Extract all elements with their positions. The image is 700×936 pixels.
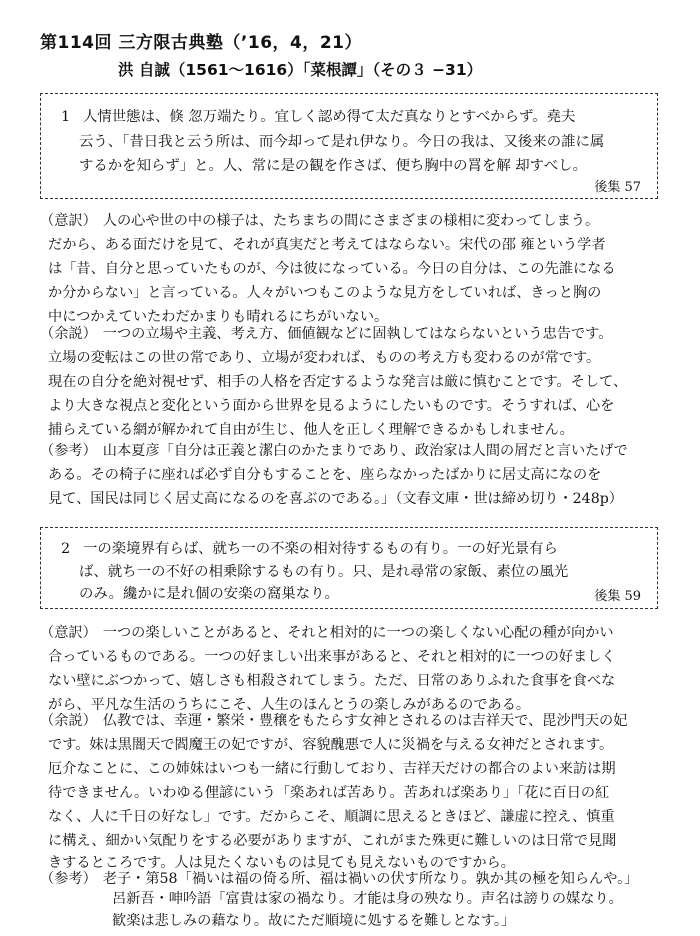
translation-2-line: 合っているものである。一つの好ましい出来事があると、それと相対的に一つの好ましく — [48, 649, 616, 665]
commentary-2-line: に構え、細かい気配りをする必要がありますが、これがまた殊更に難しいのは日常で見聞 — [48, 833, 617, 849]
commentary-1-text: 一つの立場や主義、考え方、価値観などに固執してはならないという忠告です。 — [102, 326, 613, 342]
translation-2-label: （意訳） — [40, 625, 97, 641]
translation-1-text: 人の心や世の中の様子は、たちまちの間にさまざまの様相に変わってしまう。 — [102, 213, 600, 229]
quote-1-line: 云う、「昔日我と云う所は、而今却って是れ伊なり。今日の我は、又後来の誰に属 — [79, 134, 605, 150]
translation-2-line — [40, 624, 614, 642]
reference-2-line: 呂新吾・呻吟語「富貴は家の禍なり。才能は身の殃なり。声名は謗りの媒なり。 — [112, 891, 623, 907]
reference-2-text: 老子・第58「禍いは福の倚る所、福は禍いの伏す所なり。孰か其の極を知らんや。」 — [102, 871, 639, 887]
translation-1-line: 中につかえていたわだかまりも晴れるにちがいない。 — [48, 309, 389, 325]
commentary-2-text: 仏教では、幸運・繁栄・豊穣をもたらす女神とされるのは吉祥天で、毘沙門天の妃 — [102, 713, 628, 729]
commentary-2-line: です。妹は黒闇天で閻魔王の妃ですが、容貌醜悪で人に災禍を与える女神だとされます。 — [48, 737, 614, 753]
commentary-1-line: より大きな視点と変化という面から世界を見るようにしたいものです。そうすれば、心を — [48, 398, 615, 414]
reference-1-label: （参考） — [40, 443, 97, 459]
quote-2-line — [61, 540, 558, 558]
commentary-1-line: 現在の自分を絶対視せず、相手の人格を否定するような発言は厳に慎むことです。そして、 — [48, 374, 628, 390]
commentary-1-line: 立場の変転はこの世の常であり、立場が変われば、ものの考え方も変わるのが常です。 — [48, 350, 601, 366]
translation-1-line — [40, 212, 599, 230]
reference-2-line: 歓楽は悲しみの藉なり。故にただ順境に処するを難しとなす。」 — [112, 913, 516, 929]
reference-1-text: 山本夏彦「自分は正義と潔白のかたまりであり、政治家は人間の屑だと言いたげで — [102, 443, 628, 459]
quote-box-2 — [40, 527, 658, 609]
commentary-2-line: きするところです。人は見たくないものは見ても見えないものですから。 — [48, 855, 515, 871]
commentary-2-label: （余説） — [40, 713, 97, 729]
quote-2-line: ば、就ち一の不好の相乗除するもの有り。只、是れ尋常の家飯、素位の風光 — [79, 564, 569, 580]
page-subtitle: 洪 自誠（1561〜1616）「菜根譚」（その３ −31） — [118, 61, 483, 79]
quote-1-line-text: 人情世態は、倏 忽万端たり。宜しく認め得て太だ真なりとすべからず。堯夫 — [83, 109, 576, 125]
translation-1-line: か分からない」と言っている。人々がいつもこのような見方をしていれば、きっと胸の — [48, 285, 602, 301]
quote-2-source: 後集 59 — [594, 589, 641, 604]
commentary-1-line: 捕らえている網が解かれて自由が生じ、他人を正しく理解できるかもしれません。 — [48, 422, 574, 438]
quote-1-source: 後集 57 — [594, 180, 641, 195]
page-title: 第114回 三方限古典塾（’16，4，21） — [40, 33, 363, 53]
quote-1-line: するかを知らず」と。人、常に是の観を作さば、便ち胸中の罥を解 却すべし。 — [79, 158, 587, 174]
quote-1-number: 1 — [61, 109, 71, 125]
commentary-2-line: 待できません。いわゆる俚諺にいう「楽あれば苦あり。苦あれば楽あり」「花に百日の紅 — [48, 785, 610, 801]
reference-1-line: 見て、国民は同じく居丈高になるのを喜ぶのである。」（文春文庫・世は締め切り・248p） — [48, 491, 623, 507]
commentary-2-line: 厄介なことに、この姉妹はいつも一緒に行動しており、吉祥天だけの都合のよい来訪は期 — [48, 761, 616, 777]
reference-2-line — [40, 870, 638, 888]
quote-box-1 — [40, 93, 658, 199]
reference-1-line: ある。その椅子に座れば必ず自分もすることを、座らなかったばかりに居丈高になのを — [48, 467, 602, 483]
quote-2-line-text: 一の楽境界有らば、就ち一の不楽の相対待するもの有り。一の好光景有ら — [83, 541, 558, 557]
quote-1-line — [61, 108, 575, 126]
reference-1-line — [40, 442, 628, 460]
translation-1-label: （意訳） — [40, 213, 97, 229]
translation-2-line: ない壁にぶつかって、嬉しさも相殺されてしまう。ただ、日常のありふれた食事を食べな — [48, 673, 616, 689]
commentary-2-line: なく、人に千日の好なし」です。だからこそ、順調に思えるときほど、謙虚に控え、慎重 — [48, 809, 615, 825]
commentary-1-label: （余説） — [40, 326, 97, 342]
translation-2-line: がら、平凡な生活のうちにこそ、人生のほんとうの楽しみがあるのである。 — [48, 697, 531, 713]
commentary-2-line — [40, 712, 627, 730]
translation-1-line: は「昔、自分と思っていたものが、今は彼になっている。今日の自分は、この先誰になる — [48, 261, 616, 277]
quote-2-number: 2 — [61, 541, 71, 557]
commentary-1-line — [40, 325, 612, 343]
translation-1-line: だから、ある面だけを見て、それが真実だと考えてはならない。宋代の邵 雍という学者 — [48, 237, 606, 253]
quote-2-line: のみ。纔かに是れ個の安楽の窩巣なり。 — [79, 586, 339, 602]
translation-2-text: 一つの楽しいことがあると、それと相対的に一つの楽しくない心配の種が向かい — [102, 625, 614, 641]
reference-2-label: （参考） — [40, 871, 97, 887]
